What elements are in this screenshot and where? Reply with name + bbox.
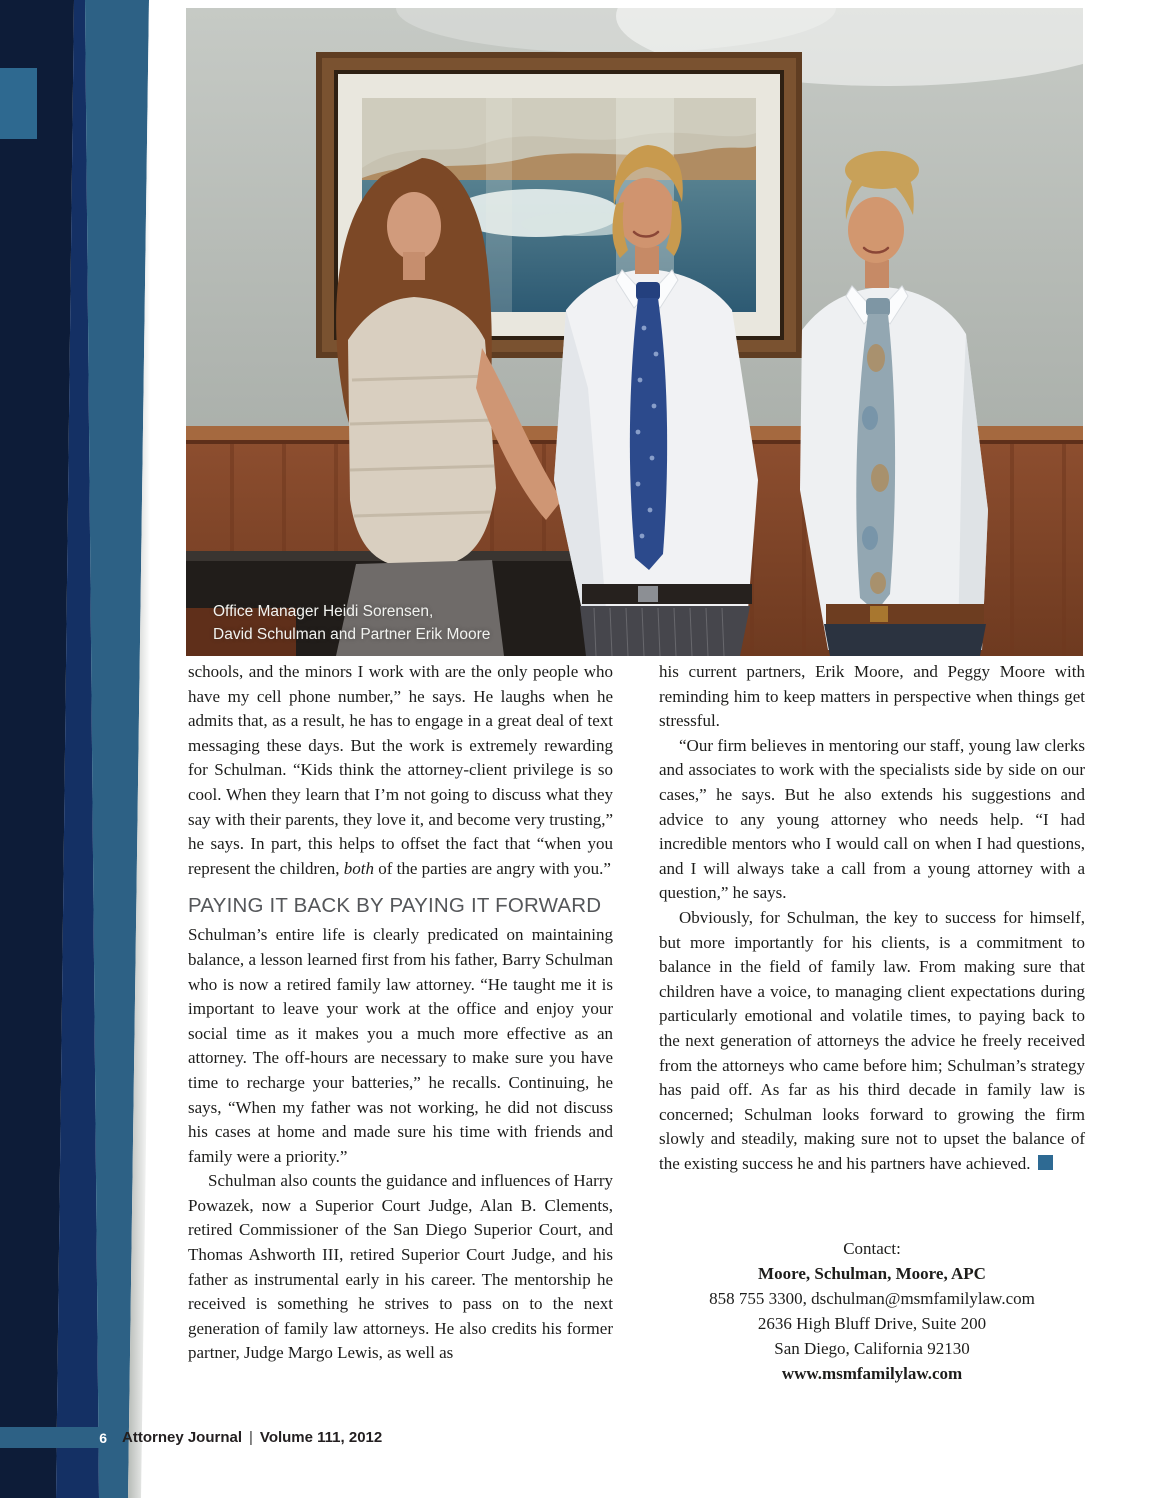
end-of-article-marker bbox=[1038, 1155, 1053, 1170]
photo-caption bbox=[213, 600, 490, 646]
page-number: 6 bbox=[99, 1429, 107, 1446]
photo-caption-line1: Office Manager Heidi Sorensen, bbox=[213, 603, 434, 620]
footer-divider: | bbox=[249, 1429, 253, 1446]
italic-word: both bbox=[343, 858, 374, 878]
contact-address-line2: San Diego, California 92130 bbox=[774, 1339, 970, 1358]
sidebar-accent-square bbox=[0, 68, 37, 139]
footer-volume: Volume 111, 2012 bbox=[259, 1429, 383, 1446]
article-column-right bbox=[659, 660, 1085, 1176]
contact-website: www.msmfamilylaw.com bbox=[781, 1364, 963, 1383]
paragraph bbox=[659, 906, 1085, 1177]
photo-caption-line2: David Schulman and Partner Erik Moore bbox=[213, 626, 491, 643]
contact-phone-email: 858 755 3300, dschulman@msmfamilylaw.com bbox=[709, 1289, 1035, 1308]
contact-address-line1: 2636 High Bluff Drive, Suite 200 bbox=[757, 1314, 987, 1333]
sidebar-graphic bbox=[0, 0, 162, 1498]
paragraph: his current partners, Erik Moore, and Peggy Moore with reminding him to keep matters in perspective when things get stressful. bbox=[659, 662, 1085, 731]
footer-journal-line bbox=[122, 1427, 382, 1448]
paragraph-text: Obviously, for Schulman, the key to success for himself, but more importantly for his clients, is a commitment to balance in the field of family law. From making sure that children have a voice, to managing client expectations during particularly emotional and volatile times, to paying back to the next generation of attorneys the advice he freely received from the attorneys who came before him; Schulman’s strategy has paid off. As far as his third decade in family law is concerned; Schulman looks forward to growing the firm slowly and steadily, making sure not to upset the balance of the existing success he and his partners have achieved. bbox=[659, 907, 1085, 1173]
paragraph-text: schools, and the minors I work with are the only people who have my cell phone number,” he says. He laughs when he admits that, as a result, he has to engage in a great deal of text messaging these days. But the work is extremely rewarding for Schulman. “Kids think the attorney-client privilege is so cool. When they learn that I’m not going to discuss what they say with their parents, they love it, and become very trusting,” he says. In part, this helps to offset the fact that “when you represent the children, bbox=[188, 662, 613, 878]
section-heading: PAYING IT BACK BY PAYING IT FORWARD bbox=[188, 894, 602, 918]
article-photo bbox=[186, 8, 1083, 656]
footer-page-number-band bbox=[0, 1427, 112, 1448]
article-column-left bbox=[188, 660, 613, 1366]
paragraph-text: of the parties are angry with you.” bbox=[374, 858, 611, 878]
contact-firm-name: Moore, Schulman, Moore, APC bbox=[758, 1264, 986, 1283]
paragraph: Schulman’s entire life is clearly predicated on maintaining balance, a lesson learned first from his father, Barry Schulman who is now a retired family law attorney. “He taught me it is important to leave your work at the office and enjoy your social time as it makes you a much more effective as an attorney. The off-hours are necessary to make sure you have time to recharge your batteries,” he recalls. Continuing, he says, “When my father was not working, he did not discuss his cases at home and made sure his time with friends and family were a priority.” bbox=[188, 925, 613, 1166]
contact-block bbox=[659, 1236, 1085, 1386]
paragraph bbox=[188, 660, 613, 881]
footer-journal-name: Attorney Journal bbox=[122, 1429, 243, 1446]
contact-label: Contact: bbox=[843, 1239, 901, 1258]
paragraph: Schulman also counts the guidance and influences of Harry Powazek, now a Superior Court Judge, Alan B. Clements, retired Commissioner of the San Diego Superior Court, and Thomas Ashworth III, retired Superior Court Judge, and his father as instrumental early in his career. The mentorship he received is something he strives to pass on to the next generation of family law attorneys. He also credits his former partner, Judge Margo Lewis, as well as bbox=[188, 1171, 613, 1363]
office-photo-illustration bbox=[186, 8, 1083, 656]
paragraph: “Our firm believes in mentoring our staff, young law clerks and associates to work with the specialists side by side on our cases,” he says. But he also extends his suggestions and advice to any young attorney who needs help. “I had incredible mentors who I would call on when I had questions, and I will always take a call from a young attorney with a question,” he says. bbox=[659, 735, 1085, 903]
